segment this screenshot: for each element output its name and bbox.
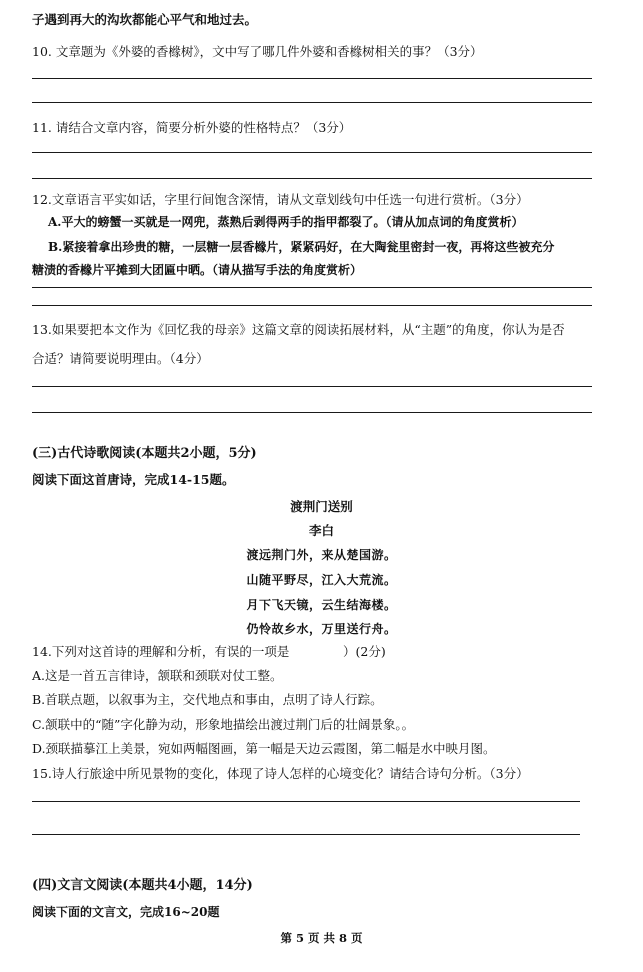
question-14-option-c: C.颔联中的“随”字化静为动，形象地描绘出渡过荆门后的壮阔景象。。 <box>32 717 415 732</box>
answer-line <box>32 178 592 179</box>
question-14-option-b: B.首联点题，以叙事为主，交代地点和事由，点明了诗人行踪。 <box>32 692 383 707</box>
answer-line <box>32 305 592 306</box>
question-15: 15.诗人行旅途中所见景物的变化，体现了诗人怎样的心境变化？请结合诗句分析。（3分） <box>32 766 529 781</box>
question-14-stem: 14.下列对这首诗的理解和分析，有误的一项是 <box>32 644 290 659</box>
poem-line-2: 山随平野尽，江入大荒流。 <box>246 573 397 587</box>
poem-author: 李白 <box>308 523 334 538</box>
poem-title: 渡荆门送别 <box>290 499 353 514</box>
question-14-score: ）(2分) <box>343 644 386 659</box>
answer-line <box>32 287 592 288</box>
answer-line <box>32 412 592 413</box>
question-10: 10. 文章题为《外婆的香橼树》，文中写了哪几件外婆和香橼树相关的事？（3分） <box>32 44 483 59</box>
question-12-option-b-cont: 糖渍的香橼片平摊到大团匾中晒。（请从描写手法的角度赏析） <box>32 263 363 277</box>
poem-line-3: 月下飞天镜，云生结海楼。 <box>246 598 397 612</box>
answer-line <box>32 386 592 387</box>
question-13-line2: 合适？请简要说明理由。（4分） <box>32 351 209 366</box>
answer-line <box>32 102 592 103</box>
answer-line <box>32 834 580 835</box>
section-3-heading: (三)古代诗歌阅读(本题共2小题，5分) <box>32 446 257 461</box>
answer-line <box>32 78 592 79</box>
question-12-option-a: A.平大的螃蟹一买就是一网兜，蒸熟后剥得两手的指甲都裂了。（请从加点词的角度赏析） <box>48 215 524 229</box>
previous-passage-fragment: 子遇到再大的沟坎都能心平气和地过去。 <box>32 12 258 27</box>
answer-line <box>32 152 592 153</box>
question-14-option-a: A.这是一首五言律诗，颔联和颈联对仗工整。 <box>32 668 283 683</box>
section-3-instruction: 阅读下面这首唐诗，完成14-15题。 <box>32 472 235 487</box>
section-4-instruction: 阅读下面的文言文，完成16~20题 <box>32 905 220 919</box>
question-12-option-b: B.紧接着拿出珍贵的糖，一层糖一层香橼片，紧紧码好，在大陶瓮里密封一夜，再将这些被充分 <box>48 240 555 254</box>
page-footer: 第 5 页 共 8 页 <box>280 931 363 945</box>
question-11: 11. 请结合文章内容，简要分析外婆的性格特点？（3分） <box>32 120 352 135</box>
answer-line <box>32 801 580 802</box>
poem-line-4: 仍怜故乡水，万里送行舟。 <box>246 622 397 636</box>
question-12-stem: 12.文章语言平实如话，字里行间饱含深情，请从文章划线句中任选一句进行赏析。（3分） <box>32 192 529 207</box>
question-14-option-d: D.颈联描摹江上美景，宛如两幅图画，第一幅是天边云霞图，第二幅是水中映月图。 <box>32 741 496 756</box>
poem-line-1: 渡远荆门外，来从楚国游。 <box>246 548 397 562</box>
question-13-line1: 13.如果要把本文作为《回忆我的母亲》这篇文章的阅读拓展材料，从“主题”的角度，你认为是否 <box>32 322 565 337</box>
section-4-heading: (四)文言文阅读(本题共4小题，14分) <box>32 878 253 893</box>
